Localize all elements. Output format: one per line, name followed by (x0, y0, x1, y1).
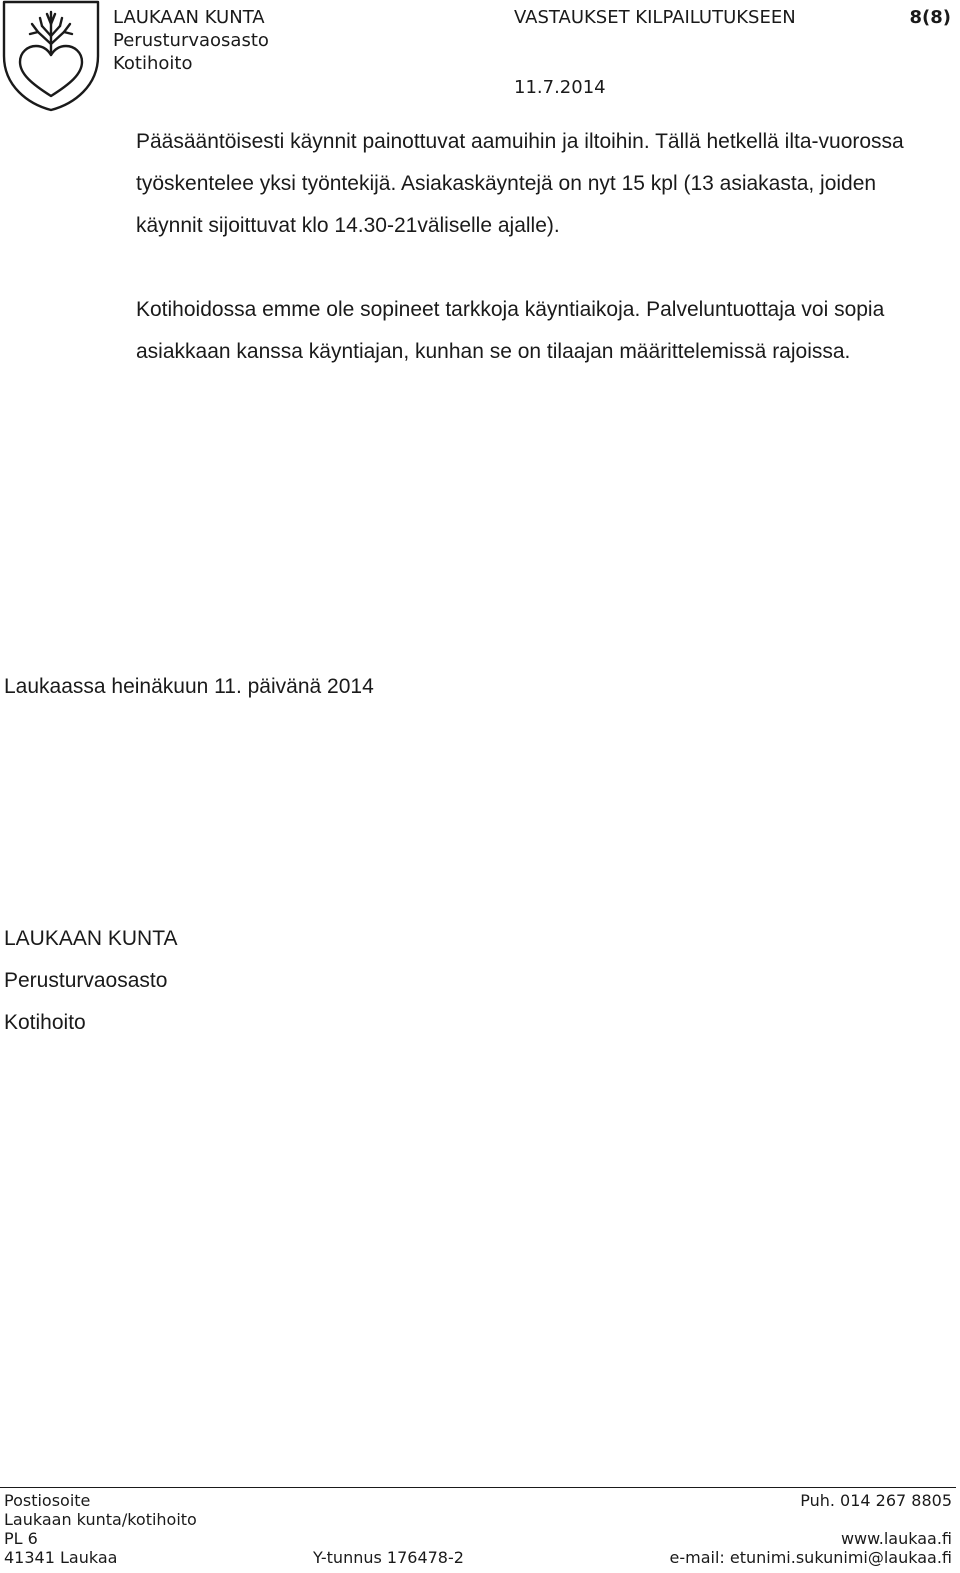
footer-postal-box: PL 6 (4, 1529, 38, 1548)
laukaa-logo-icon (2, 0, 100, 112)
signature-block (4, 918, 178, 1044)
signature-department: Perusturvaosasto (4, 969, 168, 992)
footer-website-link[interactable]: www.laukaa.fi (840, 1529, 952, 1548)
footer-divider (0, 1487, 956, 1488)
footer-postal-label: Postiosoite (4, 1491, 91, 1510)
place-date: Laukaassa heinäkuun 11. päivänä 2014 (4, 675, 374, 698)
footer-business-id: Y-tunnus 176478-2 (313, 1548, 464, 1567)
document-title: VASTAUKSET KILPAILUTUKSEEN (514, 7, 796, 28)
footer-postal-name: Laukaan kunta/kotihoito (4, 1510, 197, 1529)
footer-postal-code: 41341 Laukaa (4, 1548, 118, 1567)
signature-unit: Kotihoito (4, 1011, 86, 1034)
page-number: 8(8) (909, 7, 951, 28)
footer-phone: Puh. 014 267 8805 (800, 1491, 952, 1510)
header-org-unit: Kotihoito (113, 53, 193, 74)
document-date: 11.7.2014 (514, 77, 606, 98)
body-paragraph-1: Pääsääntöisesti käynnit painottuvat aamuihin ja iltoihin. Tällä hetkellä ilta-vuorossa työskentelee yksi työntekijä. Asiakaskäyntejä on nyt 15 kpl (13 asiakasta, joiden käynnit sijoittuvat klo 14.30-21väliselle ajalle). (136, 130, 904, 237)
body-paragraph-2: Kotihoidossa emme ole sopineet tarkkoja käyntiaikoja. Palveluntuottaja voi sopia asiakkaan kanssa käyntiajan, kunhan se on tilaajan määrittelemissä rajoissa. (136, 298, 885, 363)
header-org-name: LAUKAAN KUNTA (113, 7, 265, 28)
header-organization (113, 6, 269, 75)
header-org-department: Perusturvaosasto (113, 30, 269, 51)
signature-org-name: LAUKAAN KUNTA (4, 927, 178, 950)
footer-email-link[interactable]: e-mail: etunimi.sukunimi@laukaa.fi (669, 1548, 952, 1567)
